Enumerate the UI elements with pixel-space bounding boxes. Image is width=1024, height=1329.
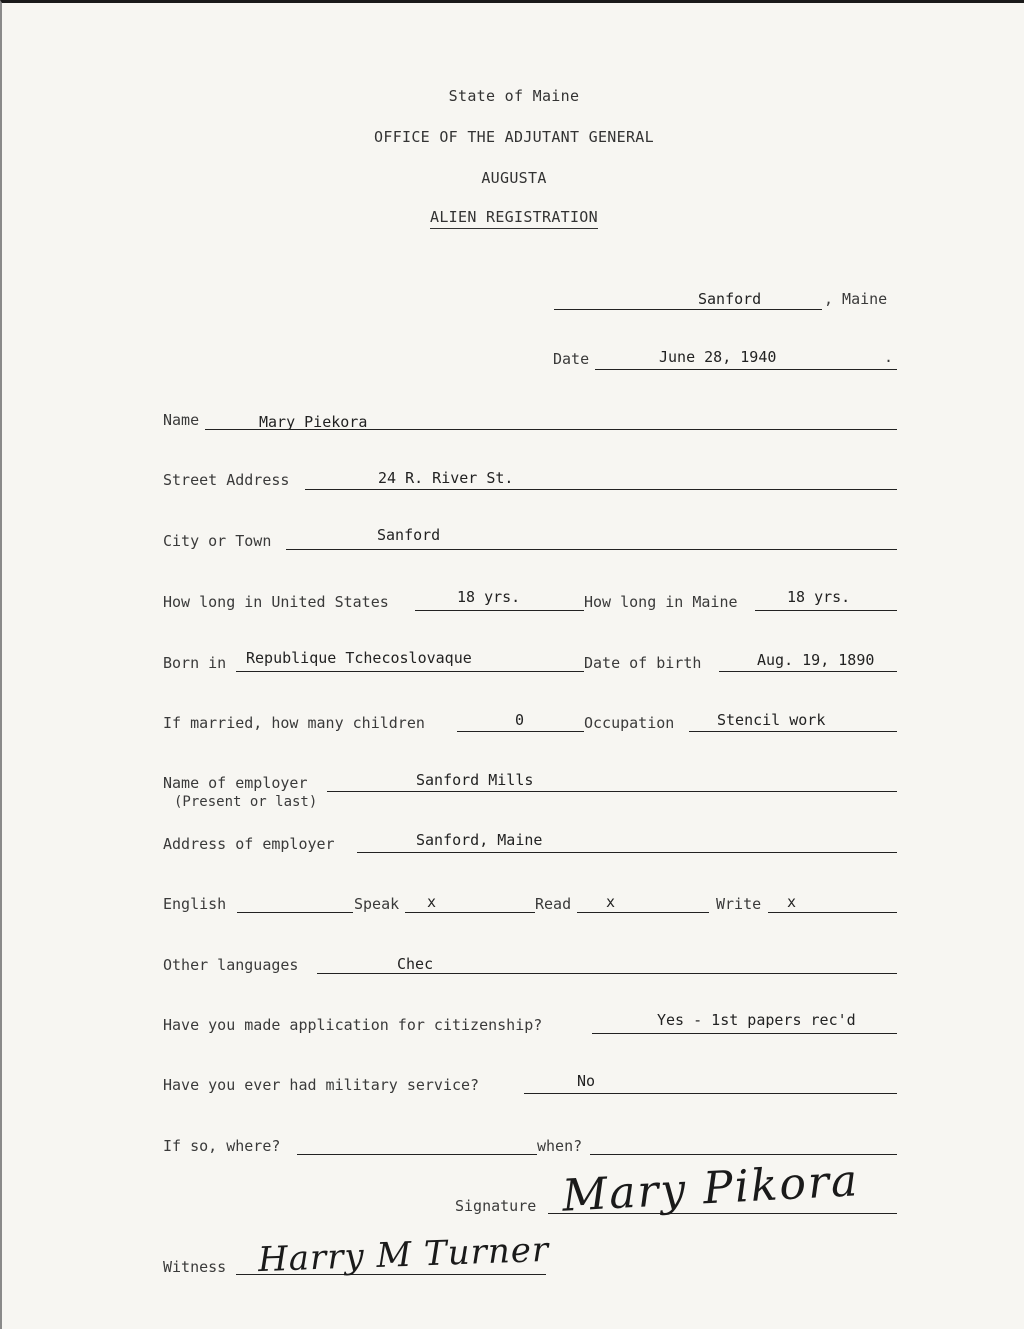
if-so-where-label: If so, where? [163, 1137, 281, 1155]
date-label: Date [553, 350, 590, 368]
header-city: AUGUSTA [481, 169, 547, 187]
employer-sublabel: (Present or last) [174, 794, 318, 810]
form-title [2, 208, 1024, 226]
street-value: 24 R. River St. [378, 469, 514, 487]
english-read-label: Read [535, 895, 572, 913]
signature-handwriting: Mary Pikora [560, 1155, 861, 1222]
employer-value: Sanford Mills [416, 771, 534, 789]
employer-address-label: Address of employer [163, 835, 335, 853]
english-speak-label: Speak [354, 895, 400, 913]
children-label: If married, how many children [163, 714, 425, 732]
when-line [590, 1134, 897, 1155]
citizenship-value: Yes - 1st papers rec'd [657, 1011, 856, 1029]
name-value: Mary Piekora [259, 413, 368, 431]
form-title-text: ALIEN REGISTRATION [430, 208, 598, 229]
witness-handwriting: Harry M Turner [257, 1229, 550, 1281]
employer-label: Name of employer [163, 774, 308, 792]
english-line [237, 892, 353, 913]
employer-address-value: Sanford, Maine [416, 831, 543, 849]
place-value: Sanford [698, 290, 762, 308]
signature-label: Signature [455, 1197, 537, 1215]
place-line [554, 289, 822, 310]
witness-label: Witness [163, 1258, 227, 1276]
header-office: OFFICE OF THE ADJUTANT GENERAL [374, 128, 654, 146]
place-suffix: , Maine [824, 290, 888, 308]
if-so-where-line [297, 1134, 537, 1155]
how-long-maine-value: 18 yrs. [787, 588, 851, 606]
street-label: Street Address [163, 471, 290, 489]
military-value: No [577, 1072, 596, 1090]
english-read-line [577, 892, 709, 913]
english-speak-value: x [427, 893, 437, 911]
occupation-value: Stencil work [717, 711, 826, 729]
how-long-us-value: 18 yrs. [457, 588, 521, 606]
employer-line [327, 771, 897, 792]
born-in-value: Republique Tchecoslovaque [246, 649, 472, 667]
english-label: English [163, 895, 227, 913]
english-speak-line [405, 892, 535, 913]
name-label: Name [163, 411, 200, 429]
children-value: 0 [515, 711, 525, 729]
citizenship-label: Have you made application for citizenship? [163, 1016, 543, 1034]
date-of-birth-value: Aug. 19, 1890 [757, 651, 875, 669]
how-long-maine-label: How long in Maine [584, 593, 738, 611]
english-read-value: x [606, 893, 616, 911]
date-suffix: . [884, 348, 894, 366]
city-label: City or Town [163, 532, 272, 550]
how-long-us-label: How long in United States [163, 593, 389, 611]
born-in-label: Born in [163, 654, 227, 672]
when-label: when? [537, 1137, 583, 1155]
header-state: State of Maine [448, 87, 580, 105]
date-value: June 28, 1940 [659, 348, 777, 366]
english-write-value: x [787, 893, 797, 911]
other-languages-value: Chec [397, 955, 434, 973]
military-label: Have you ever had military service? [163, 1076, 480, 1094]
date-of-birth-label: Date of birth [584, 654, 702, 672]
occupation-label: Occupation [584, 714, 675, 732]
other-languages-label: Other languages [163, 956, 299, 974]
english-write-label: Write [716, 895, 762, 913]
city-value: Sanford [377, 526, 441, 544]
